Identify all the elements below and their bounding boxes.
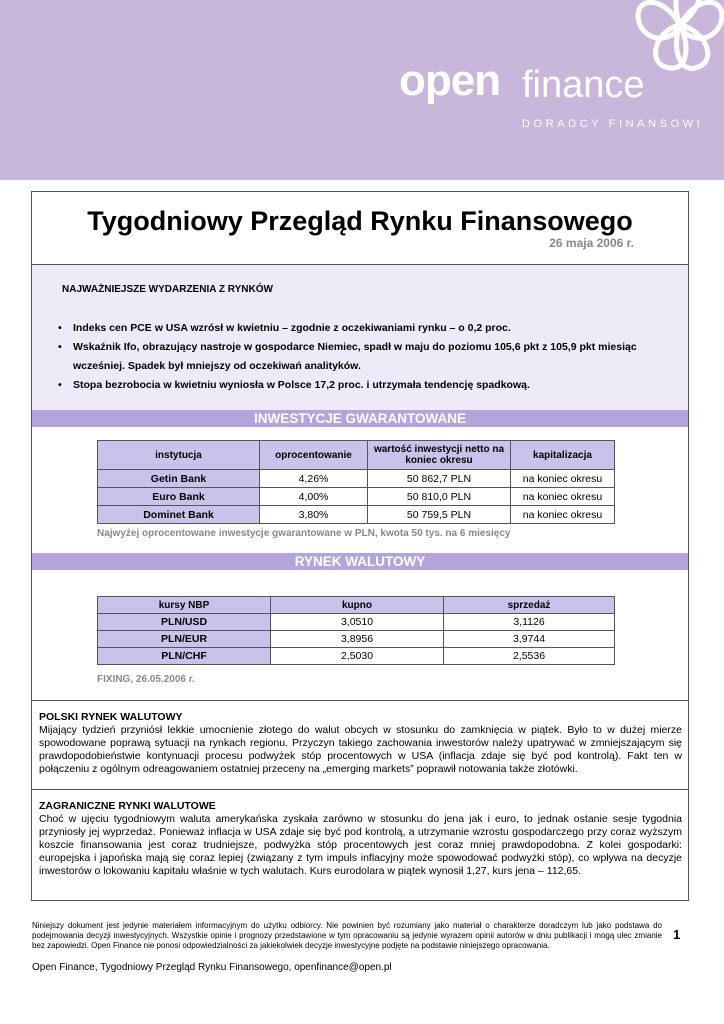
divider <box>32 700 688 701</box>
table-cell: na koniec okresu <box>511 470 615 488</box>
table-cell: 50 862,7 PLN <box>368 470 511 488</box>
list-item: • Stopa bezrobocia w kwietniu wyniosła w Polsce 17,2 proc. i utrzymała tendencję spadkową. <box>58 376 670 395</box>
logo-tagline: DORADCY FINANSOWI <box>522 118 704 130</box>
investments-bar: INWESTYCJE GWARANTOWANE <box>32 410 688 427</box>
events-heading: NAJWAŻNIEJSZE WYDARZENIA Z RYNKÓW <box>62 284 273 295</box>
table-row <box>98 614 615 631</box>
column-header: kursy NBP <box>98 597 271 614</box>
table-cell: na koniec okresu <box>511 488 615 506</box>
page-number: 1 <box>673 927 681 942</box>
column-header: instytucja <box>98 441 260 470</box>
table-cell: 4,26% <box>260 470 368 488</box>
table-cell: 3,80% <box>260 506 368 524</box>
table-cell: Dominet Bank <box>98 506 260 524</box>
table-row <box>98 631 615 648</box>
table-cell: 2,5536 <box>444 648 615 665</box>
fx-table <box>97 596 615 665</box>
events-list <box>58 319 670 395</box>
table-cell: 2,5030 <box>271 648 444 665</box>
table-cell: 3,9744 <box>444 631 615 648</box>
events-section <box>32 265 688 410</box>
table-cell: PLN/CHF <box>98 648 271 665</box>
logo-open-text: open <box>399 56 501 105</box>
table-cell: 4,00% <box>260 488 368 506</box>
column-header: wartość inwestycji netto na koniec okresu <box>368 441 511 470</box>
investments-note: Najwyżej oprocentowane inwestycje gwarantowane w PLN, kwota 50 tys. na 6 miesięcy <box>97 528 511 539</box>
column-header: sprzedaż <box>444 597 615 614</box>
table-cell: na koniec okresu <box>511 506 615 524</box>
polish-market-title: POLSKI RYNEK WALUTOWY <box>39 711 183 723</box>
foreign-markets-title: ZAGRANICZNE RYNKI WALUTOWE <box>39 800 216 812</box>
fx-bar: RYNEK WALUTOWY <box>32 553 688 570</box>
column-header: kupno <box>271 597 444 614</box>
table-header-row <box>98 441 615 470</box>
table-cell: PLN/EUR <box>98 631 271 648</box>
table-cell: 3,8956 <box>271 631 444 648</box>
table-row <box>98 488 615 506</box>
table-cell: 50 810,0 PLN <box>368 488 511 506</box>
table-header-row <box>98 597 615 614</box>
table-cell: 3,1126 <box>444 614 615 631</box>
header-banner <box>0 0 724 180</box>
report-frame <box>31 191 689 901</box>
page-title: Tygodniowy Przegląd Rynku Finansowego <box>87 206 633 236</box>
investments-table <box>97 440 615 524</box>
logo-finance-text: finance <box>522 64 645 106</box>
list-item: • Indeks cen PCE w USA wzrósł w kwietniu – zgodnie z oczekiwaniami rynku – o 0,2 proc. <box>58 319 670 338</box>
table-row <box>98 470 615 488</box>
polish-market-text: Mijający tydzień przyniósł lekkie umocnienie złotego do walut obcych w stosunku do zamknięcia w piątek. Było to w dużej mierze spowodowane poprawą sytuacji na rynkach regionu. Przyczyn takiego zachowania inwestorów należy upatrywać w zmniejszającym się prawdopodobieństwie kontynuacji procesu podwyżek stóp procentowych w USA (inflacja zdaje się być pod kontrolą). Fakt ten w połączeniu z ogólnym odreagowaniem ostatniej przeceny na „emerging markets” poprawił notowania także złotówki. <box>39 724 682 775</box>
report-date: 26 maja 2006 r. <box>549 236 634 250</box>
column-header: oprocentowanie <box>260 441 368 470</box>
table-cell: Getin Bank <box>98 470 260 488</box>
table-cell: 3,0510 <box>271 614 444 631</box>
foreign-markets-text: Choć w ujęciu tygodniowym waluta amerykańska zyskała zarówno w stosunku do jena jak i euro, to jednak ostanie sesje tygodnia przyniosły jej wyprzedaż. Ponieważ inflacja w USA zdaje się być pod kontrolą, a utrzymanie wzrostu gospodarczego przy coraz wyższym koszcie finansowania jest coraz trudniejsze, podwyżka stóp procentowych jest coraz mniej prawdopodobna. Z kolei gospodarki: europejska i japońska mają się coraz lepiej (związany z tym impuls inflacyjny może spowodować podwyżki stóp), co wpływa na decyzje inwestorów o lokowaniu kapitału właśnie w tych walutach. Kurs eurodolara w piątek wynosił 1,27, kurs jena – 112,65. <box>39 813 682 877</box>
column-header: kapitalizacja <box>511 441 615 470</box>
table-row <box>98 506 615 524</box>
fx-note: FIXING, 26.05.2006 r. <box>97 674 195 685</box>
list-item: • Wskaźnik Ifo, obrazujący nastroje w gospodarce Niemiec, spadł w maju do poziomu 105,6 pkt z 105,9 pkt miesiąc wcześniej. Spadek był mniejszy od oczekiwań analityków. <box>58 338 670 376</box>
divider <box>32 789 688 790</box>
footer-line: Open Finance, Tygodniowy Przegląd Rynku Finansowego, openfinance@open.pl <box>32 962 392 973</box>
table-cell: PLN/USD <box>98 614 271 631</box>
disclaimer-text: Niniejszy dokument jest jedynie materiałem informacyjnym do użytku odbiorcy. Nie powinien być rozumiany jako materiał o charakterze doradczym lub jako podstawa do podejmowania decyzji inwestycyjnych. Wszystkie opinie i prognozy przedstawione w tym opracowaniu są jedynie wyrazem opinii autorów w dniu publikacji i mogą ulec zmianie bez zapowiedzi. Open Finance nie ponosi odpowiedzialności za jakiekolwiek decyzje inwestycyjne podjęte na podstawie niniejszego opracowania. <box>32 921 662 951</box>
table-row <box>98 648 615 665</box>
table-cell: Euro Bank <box>98 488 260 506</box>
table-cell: 50 759,5 PLN <box>368 506 511 524</box>
